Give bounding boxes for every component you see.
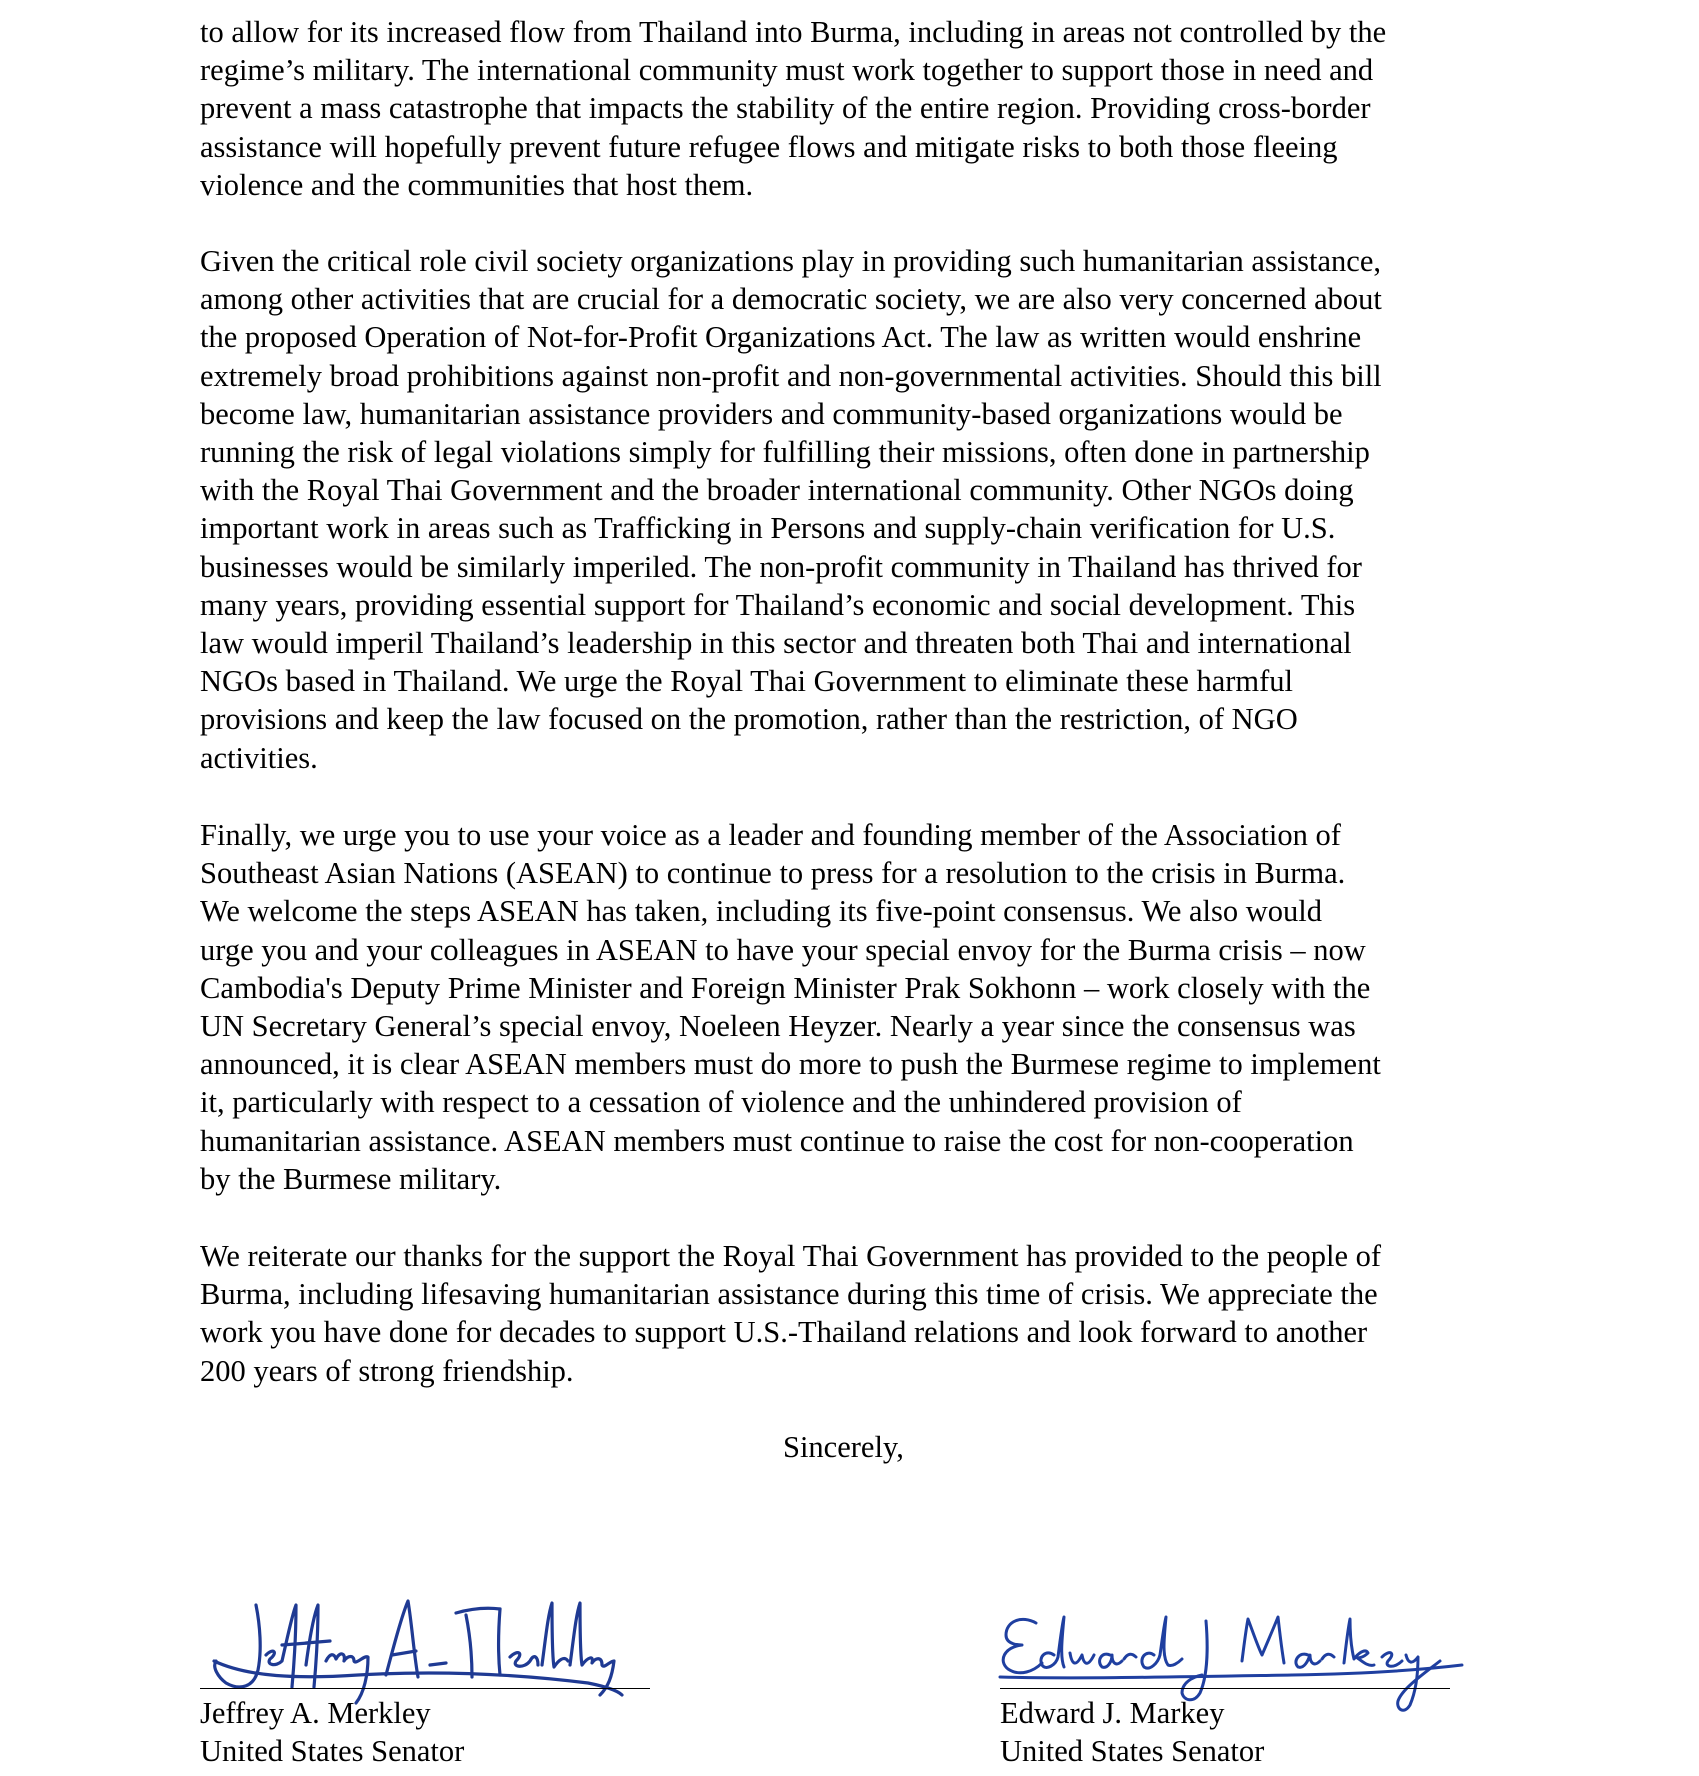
letter-paragraph-4	[200, 1237, 1510, 1390]
signature-block-markey	[1000, 1595, 1560, 1775]
signatory-title: United States Senator	[1000, 1734, 1265, 1768]
paragraph-line: it, particularly with respect to a cessation of violence and the unhindered provision of	[200, 1085, 1242, 1120]
closing-salutation: Sincerely,	[783, 1430, 904, 1464]
signature-line	[200, 1688, 650, 1689]
paragraph-line: Southeast Asian Nations (ASEAN) to continue to press for a resolution to the crisis in Burma.	[200, 856, 1346, 891]
paragraph-line: 200 years of strong friendship.	[200, 1353, 574, 1388]
paragraph-line: Given the critical role civil society organizations play in providing such humanitarian assistance,	[200, 244, 1381, 278]
paragraph-line: important work in areas such as Trafficking in Persons and supply-chain verification for U.S.	[200, 511, 1336, 546]
signature-line	[1000, 1688, 1450, 1689]
paragraph-line: violence and the communities that host them.	[200, 167, 754, 202]
paragraph-line: become law, humanitarian assistance providers and community-based organizations would be	[200, 396, 1343, 431]
paragraph-line: work you have done for decades to support U.S.-Thailand relations and look forward to another	[200, 1315, 1368, 1350]
letter-paragraph-1	[200, 13, 1510, 204]
paragraph-line: by the Burmese military.	[200, 1161, 502, 1196]
paragraph-line: businesses would be similarly imperiled. The non-profit community in Thailand has thrived for	[200, 549, 1362, 584]
paragraph-line: regime’s military. The international community must work together to support those in need and	[200, 53, 1374, 88]
paragraph-line: with the Royal Thai Government and the broader international community. Other NGOs doing	[200, 473, 1354, 508]
paragraph-line: assistance will hopefully prevent future refugee flows and mitigate risks to both those fleeing	[200, 129, 1338, 164]
paragraph-line: We welcome the steps ASEAN has taken, including its five-point consensus. We also would	[200, 894, 1322, 929]
paragraph-line: among other activities that are crucial for a democratic society, we are also very concerned about	[200, 282, 1382, 317]
signatory-title: United States Senator	[200, 1734, 465, 1768]
letter-paragraph-2	[200, 242, 1510, 777]
paragraph-line: We reiterate our thanks for the support the Royal Thai Government has provided to the people of	[200, 1239, 1382, 1273]
paragraph-line: prevent a mass catastrophe that impacts the stability of the entire region. Providing cross-border	[200, 91, 1371, 126]
paragraph-line: urge you and your colleagues in ASEAN to have your special envoy for the Burma crisis – now	[200, 932, 1366, 967]
paragraph-line: running the risk of legal violations simply for fulfilling their missions, often done in partnership	[200, 435, 1370, 470]
paragraph-line: humanitarian assistance. ASEAN members must continue to raise the cost for non-cooperation	[200, 1123, 1354, 1158]
signatory-name: Edward J. Markey	[1000, 1696, 1225, 1730]
letter-paragraph-3	[200, 816, 1510, 1198]
paragraph-line: Cambodia's Deputy Prime Minister and Foreign Minister Prak Sokhonn – work closely with the	[200, 970, 1371, 1005]
signature-block-merkley	[200, 1595, 760, 1775]
paragraph-line: Finally, we urge you to use your voice as a leader and founding member of the Association of	[200, 818, 1341, 852]
paragraph-line: activities.	[200, 740, 318, 775]
paragraph-line: NGOs based in Thailand. We urge the Royal Thai Government to eliminate these harmful	[200, 664, 1294, 699]
paragraph-line: UN Secretary General’s special envoy, Noeleen Heyzer. Nearly a year since the consensus was	[200, 1009, 1356, 1044]
paragraph-line: the proposed Operation of Not-for-Profit Organizations Act. The law as written would enshrine	[200, 320, 1362, 355]
paragraph-line: extremely broad prohibitions against non-profit and non-governmental activities. Should this bill	[200, 358, 1382, 393]
signatory-name: Jeffrey A. Merkley	[200, 1696, 431, 1730]
paragraph-line: provisions and keep the law focused on the promotion, rather than the restriction, of NGO	[200, 702, 1298, 737]
paragraph-line: Burma, including lifesaving humanitarian assistance during this time of crisis. We appreciate the	[200, 1277, 1378, 1312]
paragraph-line: law would imperil Thailand’s leadership in this sector and threaten both Thai and international	[200, 626, 1352, 661]
paragraph-line: to allow for its increased flow from Thailand into Burma, including in areas not controlled by the	[200, 15, 1387, 49]
paragraph-line: many years, providing essential support for Thailand’s economic and social development. This	[200, 587, 1356, 622]
paragraph-line: announced, it is clear ASEAN members must do more to push the Burmese regime to implement	[200, 1047, 1381, 1082]
